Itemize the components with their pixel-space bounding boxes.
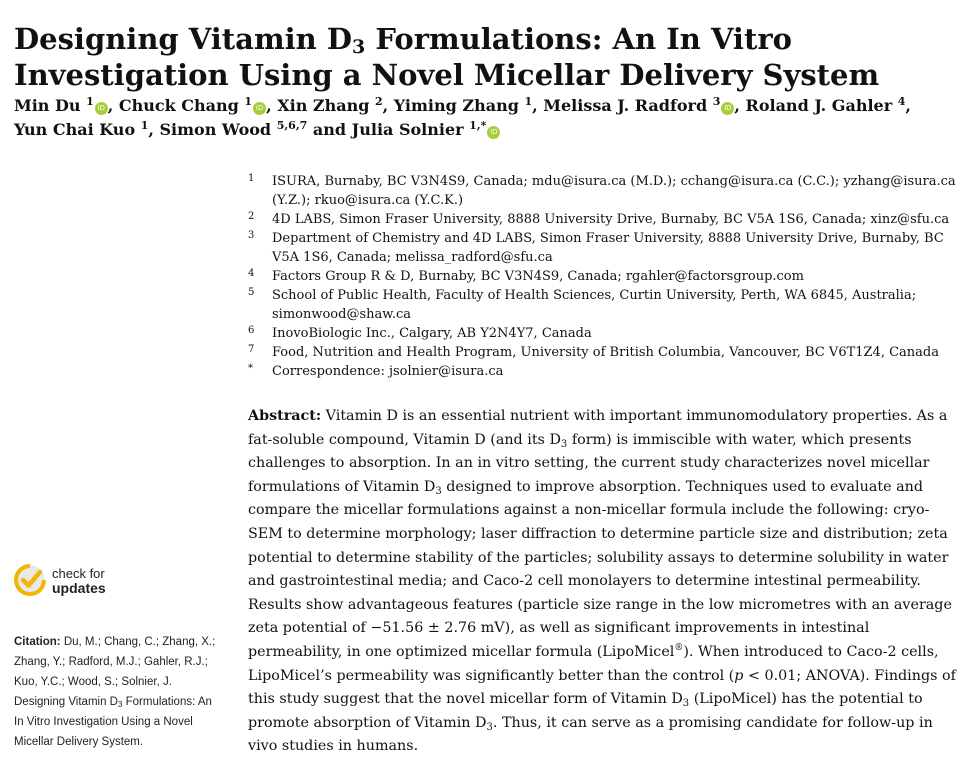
article-title: Designing Vitamin $D_3$ Formulations: An In Vitro Investigation Using a Novel Micellar Delivery System — [14, 22, 880, 93]
affiliation-number: 2 — [248, 211, 255, 222]
author — [119, 96, 277, 115]
affiliation-number: * — [248, 363, 253, 374]
affiliation-number: 6 — [248, 325, 255, 336]
affiliation-text: School of Public Health, Faculty of Health Sciences, Curtin University, Perth, WA 6845, Australia; simonwood@shaw.ca — [272, 288, 917, 322]
author-name: Simon Wood — [159, 120, 272, 139]
author — [746, 96, 911, 115]
author-list — [14, 94, 964, 142]
affiliations — [248, 172, 958, 381]
author-separator: , — [382, 96, 394, 115]
author — [543, 96, 745, 115]
affiliation-number: 4 — [248, 268, 255, 279]
affiliation-number: 1 — [248, 173, 255, 184]
author-name: Roland J. Gahler — [745, 96, 893, 115]
author — [14, 96, 119, 115]
affiliation-text: Correspondence: jsolnier@isura.ca — [272, 364, 504, 379]
author-separator: , — [734, 96, 746, 115]
check-for-updates-badge[interactable] — [14, 564, 134, 600]
author — [159, 120, 351, 139]
affiliation-item — [248, 286, 958, 324]
author-name: Chuck Chang — [118, 96, 239, 115]
author-separator: and — [307, 120, 352, 139]
author-name: Xin Zhang — [277, 96, 370, 115]
author-affiliation-marker: 1 — [244, 95, 253, 108]
author-separator: , — [107, 96, 119, 115]
orcid-icon[interactable]: iD — [253, 102, 266, 115]
affiliation-item — [248, 324, 958, 343]
affiliation-text: ISURA, Burnaby, BC V3N4S9, Canada; mdu@isura.ca (M.D.); cchang@isura.ca (C.C.); yzhang@isura.ca (Y.Z.); rkuo@isura.ca (Y.C.K.) — [272, 174, 956, 208]
affiliation-number: 5 — [248, 287, 255, 298]
updates-line2: updates — [52, 580, 106, 596]
author-name: Yiming Zhang — [393, 96, 519, 115]
orcid-icon[interactable]: iD — [95, 102, 108, 115]
author-name: Yun Chai Kuo — [14, 120, 136, 139]
author-separator: , — [266, 96, 278, 115]
author-affiliation-marker: 2 — [374, 95, 383, 108]
affiliation-item — [248, 343, 958, 362]
affiliation-item — [248, 210, 958, 229]
author-affiliation-marker: 1 — [140, 119, 149, 132]
author-affiliation-marker: 1,* — [469, 119, 487, 132]
author-affiliation-marker: 1 — [524, 95, 533, 108]
author-affiliation-marker: 4 — [897, 95, 906, 108]
author-name: Julia Solnier — [351, 120, 464, 139]
orcid-icon[interactable]: iD — [487, 126, 500, 139]
citation-label: Citation: — [14, 636, 61, 648]
affiliation-text: Food, Nutrition and Health Program, University of British Columbia, Vancouver, BC V6T1Z4, Canada — [272, 345, 939, 360]
abstract-label: Abstract: — [248, 408, 322, 424]
affiliation-text: 4D LABS, Simon Fraser University, 8888 University Drive, Burnaby, BC V5A 1S6, Canada; xinz@sfu.ca — [272, 212, 950, 227]
affiliation-item — [248, 172, 958, 210]
affiliation-item — [248, 229, 958, 267]
author — [277, 96, 394, 115]
author — [14, 120, 159, 139]
affiliation-text: Department of Chemistry and 4D LABS, Simon Fraser University, 8888 University Drive, Burnaby, BC V5A 1S6, Canada; melissa_radford@sfu.ca — [272, 231, 944, 265]
author-separator: , — [532, 96, 544, 115]
author-name: Min Du — [14, 96, 81, 115]
author — [394, 96, 544, 115]
check-updates-icon — [14, 564, 46, 596]
author-affiliation-marker: 5,6,7 — [276, 119, 308, 132]
author-affiliation-marker: 3 — [712, 95, 721, 108]
orcid-icon[interactable]: iD — [721, 102, 734, 115]
citation: Citation: Du, M.; Chang, C.; Zhang, X.; Zhang, Y.; Radford, M.J.; Gahler, R.J.; Kuo, Y.C.; Wood, S.; Solnier, J. Designing Vitamin $D_3$ Formulations: An In Vitro Investigation Using a Novel Micellar Delivery System. — [14, 636, 216, 748]
author-separator: , — [148, 120, 160, 139]
author-affiliation-marker: 1 — [86, 95, 94, 108]
author-name: Melissa J. Radford — [543, 96, 708, 115]
updates-line1: check for — [52, 566, 105, 581]
affiliation-number: 3 — [248, 230, 255, 241]
affiliation-text: Factors Group R & D, Burnaby, BC V3N4S9, Canada; rgahler@factorsgroup.com — [272, 269, 804, 284]
author-separator: , — [905, 96, 911, 115]
affiliation-text: InovoBiologic Inc., Calgary, AB Y2N4Y7, Canada — [272, 326, 592, 341]
abstract: Abstract: Vitamin D is an essential nutrient with important immunomodulatory properties. As a fat-soluble compound, Vitamin D (and its $D_3$ form) is immiscible with water, which presents challenges to absorption. In an in vitro setting, the current study characterizes novel micellar formulations of Vitamin $D_3$ designed to improve absorption. Techniques used to evaluate and compare the micellar formulations against a non-micellar formula include the following: cryo-SEM to determine morphology; laser diffraction to determine particle size and distribution; zeta potential to determine stability of the particles; solubility assays to determine solubility in water and gastrointestinal media; and Caco-2 cell monolayers to determine intestinal permeability. Results show advantageous features (particle size range in the low micrometres with an average zeta potential of −51.56 ± 2.76 mV), as well as significant improvements in intestinal permeability, in one optimized micellar formula (LipoMicel®). When introduced to Caco-2 cells, LipoMicel’s permeability was significantly better than the control (p < 0.01; ANOVA). Findings of this study suggest that the novel micellar form of Vitamin $D_3$ (LipoMicel) has the potential to promote absorption of Vitamin $D_3$. Thus, it can serve as a promising candidate for follow-up in vivo studies in humans. — [248, 408, 956, 755]
affiliation-item — [248, 267, 958, 286]
affiliation-number: 7 — [248, 344, 255, 355]
author — [352, 120, 501, 139]
affiliation-item — [248, 362, 958, 381]
